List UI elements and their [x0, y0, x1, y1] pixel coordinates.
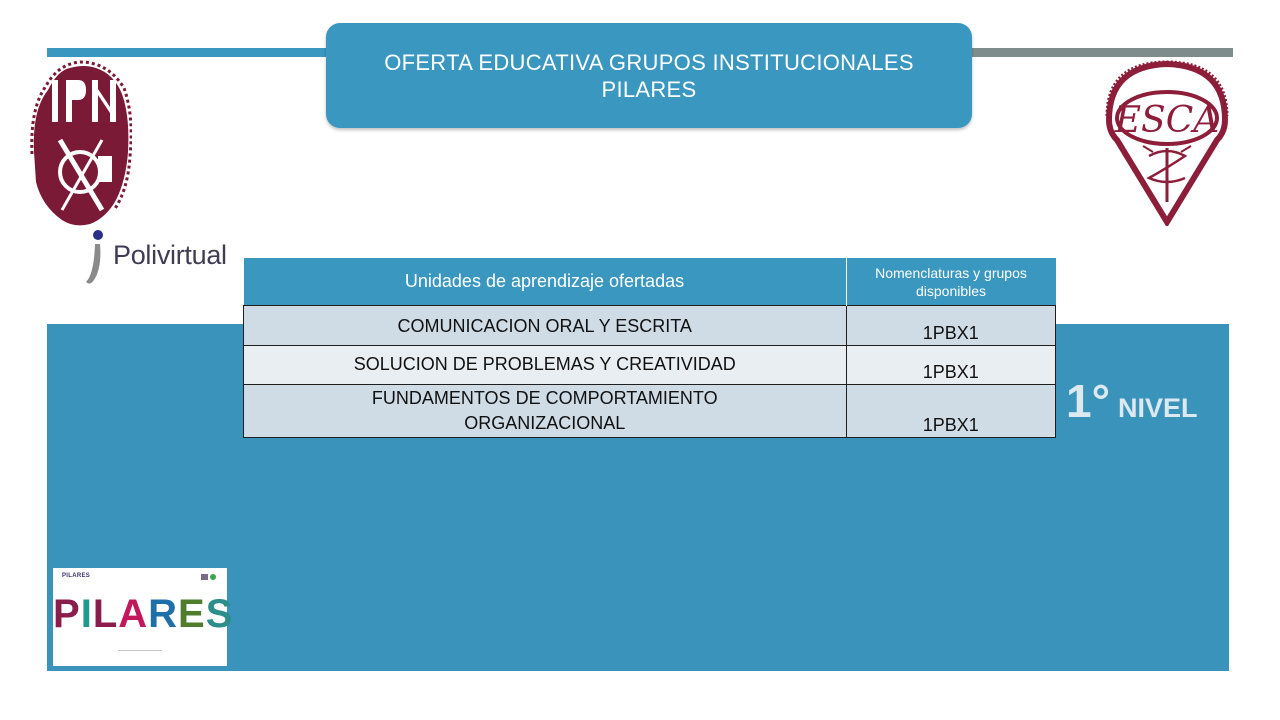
- partner-logos-icon: [201, 574, 217, 580]
- table-row: [244, 306, 1056, 346]
- header-units: Unidades de aprendizaje ofertadas: [244, 258, 847, 306]
- header-accent-line-right: [965, 48, 1233, 57]
- polivirtual-mark-icon: [84, 228, 114, 288]
- unit-cell: [244, 306, 847, 346]
- offer-table: [243, 258, 1056, 438]
- esca-logo-text: ESCA: [1114, 100, 1220, 141]
- polivirtual-text: Polivirtual: [113, 240, 227, 270]
- level-number: 1°: [1066, 375, 1110, 427]
- title-line-2: PILARES: [601, 76, 697, 102]
- pilares-letter: S: [205, 592, 234, 636]
- header-groups: Nomenclaturas y grupos disponibles: [846, 258, 1056, 306]
- ipn-logo-icon: [30, 60, 132, 230]
- pilares-letter: P: [53, 592, 81, 636]
- group-cell: 1PBX1: [846, 306, 1056, 346]
- table-header-row: [244, 258, 1056, 306]
- pilares-letter: A: [118, 592, 149, 636]
- polivirtual-logo: [84, 228, 234, 288]
- pilares-letter: L: [92, 592, 119, 636]
- group-cell: 1PBX1: [846, 346, 1056, 385]
- unit-name: COMUNICACION ORAL Y ESCRITA: [397, 316, 692, 336]
- unit-name: SOLUCION DE PROBLEMAS Y CREATIVIDAD: [353, 354, 736, 374]
- pilares-big-text: [53, 590, 234, 638]
- group-cell: 1PBX1: [846, 385, 1056, 438]
- pilares-letter: R: [148, 592, 179, 636]
- unit-name-line-2: ORGANIZACIONAL: [464, 413, 626, 433]
- table-row: [244, 346, 1056, 385]
- title-line-1: OFERTA EDUCATIVA GRUPOS INSTITUCIONALES: [384, 49, 914, 75]
- table-row: [244, 385, 1056, 438]
- pilares-tagline-line: [118, 650, 162, 651]
- ipn-logo-text: IPN: [79, 122, 81, 123]
- pilares-letter: E: [178, 592, 206, 636]
- level-label: [1066, 374, 1198, 428]
- pilares-letter: I: [80, 592, 93, 636]
- pilares-logo: [53, 568, 234, 666]
- unit-cell: [244, 385, 847, 438]
- header-accent-line-left: [47, 48, 337, 57]
- level-text: NIVEL: [1117, 393, 1198, 423]
- pilares-small-text: PILARES: [62, 573, 91, 579]
- esca-logo-icon: [1103, 60, 1231, 226]
- title-banner: [326, 23, 972, 128]
- unit-name-line-1: FUNDAMENTOS DE COMPORTAMIENTO: [371, 388, 718, 408]
- unit-cell: [244, 346, 847, 385]
